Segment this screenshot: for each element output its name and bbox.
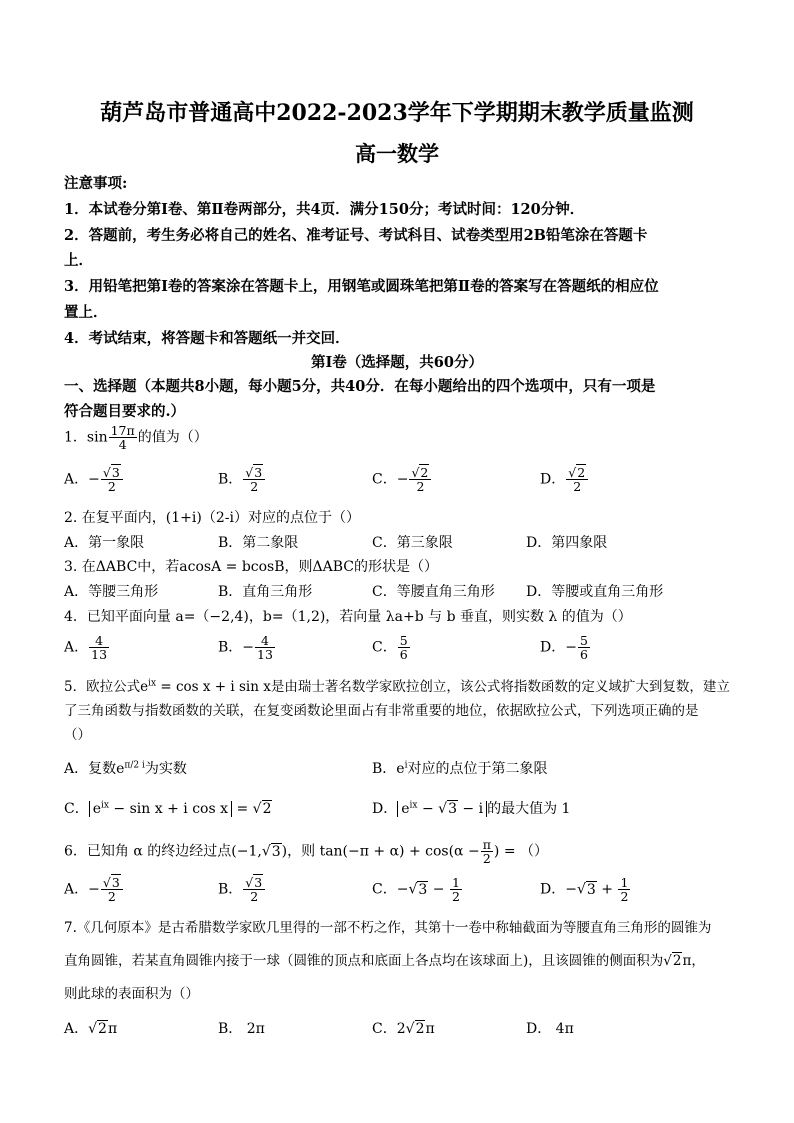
question-6-stem: 6．已知角 α 的终边经过点(−1,√3)，则 tan(−π + α) + cos(α − $\frac{\pi}{2}$ ) = （） xyxy=(64,837,548,867)
q6-option-d[interactable]: D．−√3 + $\frac{1}{2}$ xyxy=(540,875,629,905)
q1-option-a[interactable]: A．− $\frac{√3}{2}$ xyxy=(64,466,124,493)
notes-item-3: 3．用铅笔把第Ⅰ卷的答案涂在答题卡上，用钢笔或圆珠笔把第Ⅱ卷的答案写在答题纸的相应位 xyxy=(64,278,659,295)
q3-option-c[interactable]: C．等腰直角三角形 xyxy=(372,584,495,600)
question-7-line3: 则此球的表面积为（） xyxy=(64,986,199,1002)
q6-option-a[interactable]: A．− $\frac{√3}{2}$ xyxy=(64,876,124,903)
q3-option-a[interactable]: A．等腰三角形 xyxy=(64,584,159,600)
q1-a-fraction: $\frac{√3}{2}$ xyxy=(101,466,123,493)
notes-item-2: 2．答题前，考生务必将自己的姓名、准考证号、考试科目、试卷类型用2B铅笔涂在答题卡 xyxy=(64,227,648,244)
section-intro-line1: 一、选择题（本题共8小题，每小题5分，共40分．在每小题给出的四个选项中，只有一项是 xyxy=(64,378,656,395)
section-intro-line2: 符合题目要求的.） xyxy=(64,403,186,420)
exam-title: 葫芦岛市普通高中2022-2023学年下学期期末教学质量监测 xyxy=(100,100,694,126)
notes-item-3-cont: 置上． xyxy=(64,304,108,321)
q3-option-d[interactable]: D．等腰或直角三角形 xyxy=(526,584,664,600)
question-1-stem xyxy=(64,424,208,451)
q5-d-modulus: $e^{ix} - √3 - i$ xyxy=(397,801,487,817)
q5-option-c[interactable]: C． $e^{ix} - \sin x + i$ cos x = √2 xyxy=(64,800,272,817)
q7-option-d[interactable]: D． 4π xyxy=(526,1021,574,1037)
question-5-line3: （） xyxy=(64,727,91,743)
q7-option-c[interactable]: C．2√2π xyxy=(372,1021,435,1037)
q5-option-b[interactable]: B．$e^i$对应的点位于第二象限 xyxy=(372,760,548,777)
q4-option-d[interactable]: D．− $\frac{5}{6}$ xyxy=(540,633,588,663)
q1-c-fraction: $\frac{√2}{2}$ xyxy=(409,466,431,493)
q6-option-c[interactable]: C．−√3 − $\frac{1}{2}$ xyxy=(372,875,460,905)
q2-option-a[interactable]: A．第一象限 xyxy=(64,535,145,551)
q4-b-fraction: $\frac{4}{13}$ xyxy=(257,633,273,663)
q1-tail: 的值为（） xyxy=(137,429,208,446)
section-title: 第Ⅰ卷（选择题，共60分） xyxy=(311,354,483,371)
q4-option-a[interactable]: A． $\frac{4}{13}$ xyxy=(64,633,108,663)
question-3-stem: 3. 在ΔABC中，若acosA = bcosB，则ΔABC的形状是（） xyxy=(64,559,439,575)
q1-fn: sin xyxy=(86,429,108,446)
q1-option-b[interactable]: B． $\frac{√3}{2}$ xyxy=(218,466,266,493)
exam-subtitle: 高一数学 xyxy=(355,141,439,166)
q7-option-b[interactable]: B． 2π xyxy=(218,1021,265,1037)
q1-b-fraction: $\frac{√3}{2}$ xyxy=(243,466,265,493)
q1-d-fraction: $\frac{√2}{2}$ xyxy=(566,466,588,493)
q4-option-b[interactable]: B．− $\frac{4}{13}$ xyxy=(218,633,273,663)
q5-option-a[interactable]: A．复数$e^{\pi/2 i}$为实数 xyxy=(64,760,187,777)
q1-option-c[interactable]: C．− $\frac{√2}{2}$ xyxy=(372,466,432,493)
q4-a-fraction: $\frac{4}{13}$ xyxy=(91,633,108,663)
q1-fraction xyxy=(109,424,137,451)
q4-c-fraction: $\frac{5}{6}$ xyxy=(399,633,408,663)
question-7-line1: 7.《几何原本》是古希腊数学家欧几里得的一部不朽之作，其第十一卷中称轴截面为等腰直角三角形的圆锥为 xyxy=(64,920,712,936)
q4-d-fraction: $\frac{5}{6}$ xyxy=(579,633,588,663)
q6-option-b[interactable]: B． $\frac{√3}{2}$ xyxy=(218,876,266,903)
question-2-stem: 2. 在复平面内，(1+i)（2-i）对应的点位于（） xyxy=(64,510,360,526)
q2-option-c[interactable]: C．第三象限 xyxy=(372,535,453,551)
q5-option-d[interactable]: D． $e^{ix} - √3 - i$ 的最大值为 1 xyxy=(372,800,571,817)
q1-number: 1． xyxy=(64,429,87,446)
notes-item-2-cont: 上． xyxy=(64,252,93,269)
question-7-line2: 直角圆锥，若某直角圆锥内接于一球（圆锥的顶点和底面上各点均在该球面上)，且该圆锥的侧面积为√2π， xyxy=(64,953,705,969)
question-4-stem: 4．已知平面向量 a=（−2,4)，b=（1,2)，若向量 λa+b 与 b 垂直，则实数 λ 的值为（） xyxy=(64,609,632,625)
q6-stem-fraction: $\frac{\pi}{2}$ xyxy=(482,837,491,867)
q3-option-b[interactable]: B．直角三角形 xyxy=(218,584,313,600)
q5-c-modulus: $e^{ix} - \sin x + i$ cos x xyxy=(89,801,232,817)
notes-heading: 注意事项: xyxy=(64,175,128,192)
notes-item-1: 1．本试卷分第Ⅰ卷、第Ⅱ卷两部分，共4页．满分150分；考试时间：120分钟． xyxy=(64,201,585,218)
question-5-line2: 了三角函数与指数函数的关联，在复变函数论里面占有非常重要的地位，依据欧拉公式，下列选项正确的是 xyxy=(64,703,699,719)
question-5-line1: 5．欧拉公式$e^{ix} = \cos x + i$ sin x是由瑞士著名数学家欧拉创立，该公式将指数函数的定义域扩大到复数，建立 xyxy=(64,678,730,695)
q1-frac-den: 4 xyxy=(118,437,127,453)
q4-option-c[interactable]: C． $\frac{5}{6}$ xyxy=(372,633,408,663)
q1-frac-num: 17π xyxy=(110,423,135,438)
q2-option-d[interactable]: D．第四象限 xyxy=(526,535,608,551)
q2-option-b[interactable]: B．第二象限 xyxy=(218,535,299,551)
q7-option-a[interactable]: A．√2π xyxy=(64,1021,118,1037)
q1-option-d[interactable]: D． $\frac{√2}{2}$ xyxy=(540,466,589,493)
notes-item-4: 4．考试结束，将答题卡和答题纸一并交回． xyxy=(64,330,350,347)
